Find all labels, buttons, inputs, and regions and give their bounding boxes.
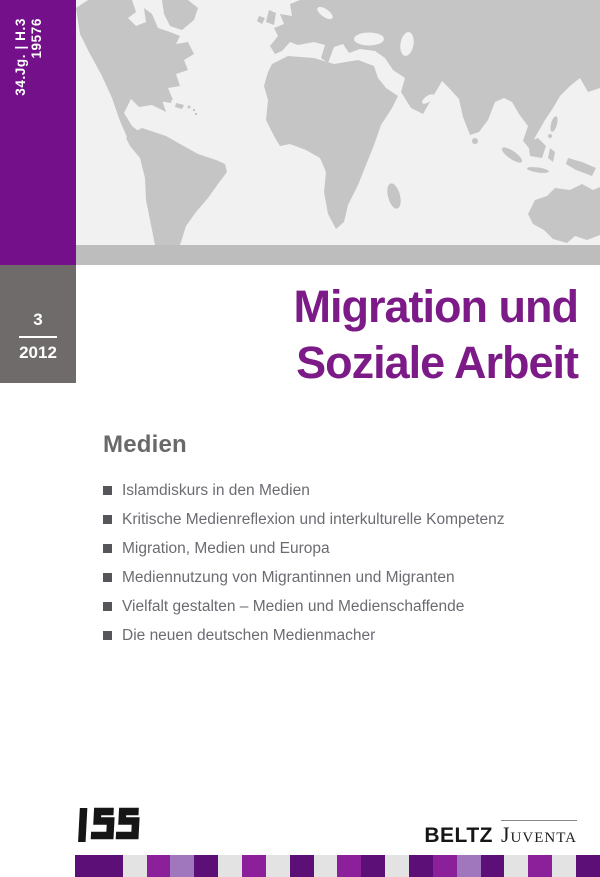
mosaic-square [99,855,123,877]
mosaic-square [170,855,194,877]
mosaic-square [290,855,314,877]
juventa-wordmark: Juventa [500,822,577,847]
contents-item [103,540,573,557]
mosaic-strip [75,855,600,877]
beltz-wordmark: BELTZ [424,824,493,847]
world-map [76,0,600,245]
contents-item-label: Migration, Medien und Europa [122,540,330,557]
iss-letter-i [78,808,87,842]
mosaic-square [194,855,218,877]
iss-letter-s2 [116,812,139,836]
contents-item [103,627,573,644]
mosaic-square [528,855,552,877]
mosaic-square [218,855,242,877]
mosaic-square [385,855,409,877]
iss-logo-graphic [77,804,141,846]
square-bullet-icon [103,631,112,640]
contents-item [103,598,573,615]
iss-logo [77,804,141,846]
contents-item-label: Kritische Medienreflexion und interkulturelle Kompetenz [122,511,505,528]
issue-year: 2012 [19,343,57,362]
section-heading: Medien [103,431,187,458]
contents-item-label: Islamdiskurs in den Medien [122,482,310,499]
continent-africa [264,56,403,229]
mosaic-square [361,855,385,877]
beltz-juventa-logo [424,820,577,848]
square-bullet-icon [103,486,112,495]
iss-letter-s1 [91,812,114,836]
square-bullet-icon [103,602,112,611]
mosaic-square [552,855,576,877]
contents-list [103,482,573,644]
spine-volume-line: 34.Jg. | H.3 [13,18,28,96]
mosaic-square [409,855,433,877]
spine-volume-info [0,0,76,265]
spine-bar [0,0,76,265]
mosaic-square [457,855,481,877]
mosaic-square [504,855,528,877]
contents-item-label: Vielfalt gestalten – Medien und Medienschaffende [122,598,465,615]
mosaic-square [314,855,338,877]
contents-item [103,482,573,499]
journal-title-line2: Soziale Arbeit [296,337,578,388]
mosaic-square [576,855,600,877]
spine-code-line: 19576 [29,18,44,59]
square-bullet-icon [103,573,112,582]
square-bullet-icon [103,515,112,524]
mosaic-square [75,855,99,877]
mosaic-square [481,855,505,877]
continent-australia [528,184,600,243]
mosaic-square [147,855,171,877]
journal-title-line1: Migration und [293,281,578,332]
map-bottom-band [76,245,600,265]
world-map-header [76,0,600,245]
contents-item-label: Mediennutzung von Migrantinnen und Migranten [122,569,455,586]
mosaic-square [433,855,457,877]
continent-north-america [76,0,198,141]
mosaic-square [266,855,290,877]
square-bullet-icon [103,544,112,553]
issue-divider [19,336,57,338]
journal-title [294,279,578,391]
mosaic-square [123,855,147,877]
mosaic-square [242,855,266,877]
continent-south-america [126,128,227,245]
issue-box [0,265,76,383]
contents-item [103,569,573,586]
southeast-asia-islands [500,115,596,176]
issue-number: 3 [33,310,43,329]
mosaic-square [337,855,361,877]
contents-item [103,511,573,528]
contents-section [103,432,573,656]
contents-item-label: Die neuen deutschen Medienmacher [122,627,376,644]
